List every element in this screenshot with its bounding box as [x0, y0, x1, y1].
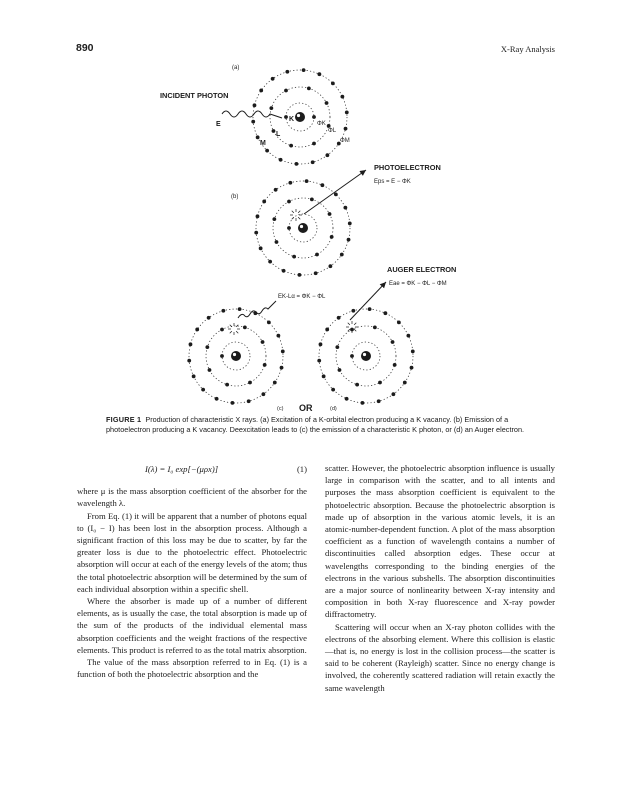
panel-d-label: (d)	[330, 406, 337, 412]
electron-dot	[274, 188, 278, 192]
electron-dot	[320, 183, 324, 187]
electron-dot	[307, 86, 311, 90]
paragraph: scatter. However, the photoelectric absorption influence is usually large in comparison with the scatter, and to all intents and purposes the mass absorption coefficient is equivalent to the photoelectric absorption. Because the photoelectric absorption is made up of absorption in the various atomic levels, it is an atomic-number-dependent function. A plot of the mass absorption coefficient as a function of wavelength contains a number of discontinuities called absorption edges. These occur at wavelengths corresponding to the binding energies of the electrons in the various subshells. The absorption discontinuities are a major source of nonlinearity between X-ray intensity and composition in both X-ray fluorescence and X-ray powder diffractometry.	[325, 463, 555, 620]
electron-dot	[312, 142, 316, 146]
electron-dot	[259, 89, 263, 93]
electron-dot	[263, 363, 267, 367]
electron-dot	[340, 253, 344, 257]
electron-dot	[311, 160, 315, 164]
paragraph: where μ is the mass absorption coefficient of the absorber for the wavelength λ.	[77, 486, 307, 509]
electron-dot	[248, 381, 252, 385]
electron-dot	[391, 392, 395, 396]
incident-photon-wave	[222, 111, 282, 118]
nucleus	[295, 112, 305, 122]
electron-dot	[330, 235, 334, 239]
phi-l-label: ΦL	[328, 128, 337, 134]
electron-dot	[344, 127, 348, 131]
photon-energy-label: E	[216, 121, 221, 128]
electron-dot	[201, 388, 205, 392]
electron-dot	[281, 349, 285, 353]
electron-dot	[334, 193, 338, 197]
electron-dot	[265, 149, 269, 153]
electron-dot	[317, 359, 321, 363]
electron-dot	[289, 144, 293, 148]
electron-dot	[383, 311, 387, 315]
phi-k-label: ΦK	[317, 121, 326, 127]
auger-energy: Eae = ΦK − ΦL − ΦM	[389, 281, 447, 287]
electron-dot	[231, 401, 235, 405]
electron-dot	[205, 345, 209, 349]
equation: I(λ) = I₀ exp[−(μρx)]	[145, 464, 219, 474]
electron-dot	[272, 129, 276, 133]
electron-dot	[238, 307, 242, 311]
electron-dot	[317, 72, 321, 76]
caption-text: Production of characteristic X rays. (a) Excitation of a K-orbital electron producing a K vacancy. (b) Emission of a photoelectron producing a K vacancy. Deexcitation leads to (c) the emission of a characteristic K photon, or (d) an Auger electron.	[106, 415, 525, 434]
electron-dot	[378, 381, 382, 385]
electron-dot	[287, 226, 291, 230]
electron-dot	[251, 120, 255, 124]
electron-dot	[328, 264, 332, 268]
electron-dot	[273, 381, 277, 385]
electron-dot	[310, 197, 314, 201]
electron-dot	[295, 162, 299, 166]
photoelectron-energy: Eps = E − ΦK	[374, 179, 411, 185]
nucleus	[298, 223, 308, 233]
photoelectron-label: PHOTOELECTRON	[374, 163, 441, 172]
auger-electron-label: AUGER ELECTRON	[387, 265, 457, 274]
electron-dot	[325, 153, 329, 157]
electron-dot	[325, 328, 329, 332]
electron-dot	[315, 253, 319, 257]
electron-dot	[247, 399, 251, 403]
phi-m-label: ΦM	[340, 138, 350, 144]
electron-dot	[215, 397, 219, 401]
electron-dot	[261, 392, 265, 396]
caption-label: FIGURE 1	[106, 415, 142, 424]
electron-dot	[393, 363, 397, 367]
electron-dot	[331, 82, 335, 86]
electron-dot	[221, 309, 225, 313]
electron-dot	[351, 309, 355, 313]
electron-dot	[302, 68, 306, 72]
electron-dot	[187, 359, 191, 363]
paragraph: Scattering will occur when an X-ray photon collides with the electrons of the absorbing element. Where this collision is elastic—that is, no energy is lost in the collision process—the scatter is said to be coherent (Rayleigh) scatter. Since no energy change is involved, the coherently scattered radiation will retain exactly the same wavelength	[325, 621, 555, 693]
running-title: X-Ray Analysis	[500, 44, 555, 54]
electron-dot	[259, 246, 263, 250]
electron-dot	[268, 260, 272, 264]
electron-dot	[192, 374, 196, 378]
auger-electron-arrow	[350, 282, 386, 320]
electron-dot	[284, 89, 288, 93]
or-label: OR	[299, 403, 313, 412]
electron-dot	[189, 342, 193, 346]
electron-dot	[331, 388, 335, 392]
electron-dot	[337, 316, 341, 320]
electron-dot	[208, 368, 212, 372]
electron-dot	[292, 255, 296, 259]
electron-dot	[410, 366, 414, 370]
electron-dot	[361, 401, 365, 405]
incident-photon-label: INCIDENT PHOTON	[160, 91, 229, 100]
electron-dot	[355, 383, 359, 387]
electron-dot	[335, 345, 339, 349]
electron-dot	[256, 135, 260, 139]
electron-dot	[261, 340, 265, 344]
electron-dot	[347, 238, 351, 242]
paragraph: Where the absorber is made up of a number of different elements, as is usually the case, the total absorption is made up of the sum of the products of the individual elemental mass absorption coefficients and the weight fractions of the respective elements. This product is referred to as the total matrix absorption.	[77, 596, 307, 655]
panel-c-label: (c)	[277, 406, 284, 412]
electron-dot	[368, 307, 372, 311]
figure-caption	[106, 415, 546, 435]
electron-dot	[343, 206, 347, 210]
electron-dot	[207, 316, 211, 320]
electron-dot	[253, 103, 257, 107]
equation-row	[77, 463, 307, 475]
electron-dot	[411, 349, 415, 353]
panel-b-label: (b)	[231, 194, 239, 200]
electron-dot	[338, 368, 342, 372]
electron-dot	[391, 340, 395, 344]
electron-dot	[269, 106, 273, 110]
electron-dot	[305, 179, 309, 183]
nucleus	[361, 351, 371, 361]
electron-dot	[254, 231, 258, 235]
electron-dot	[279, 158, 283, 162]
atom-d	[317, 307, 414, 405]
electron-dot	[345, 397, 349, 401]
electron-dot	[284, 115, 288, 119]
electron-dot	[325, 101, 329, 105]
electron-dot	[377, 399, 381, 403]
atom-b	[254, 179, 351, 277]
electron-dot	[288, 181, 292, 185]
paragraph: The value of the mass absorption referred to in Eq. (1) is a function of both the photoelectric absorption and the	[77, 657, 307, 680]
electron-dot	[225, 383, 229, 387]
electron-dot	[340, 95, 344, 99]
electron-dot	[256, 214, 260, 218]
electron-dot	[282, 269, 286, 273]
electron-dot	[328, 212, 332, 216]
electron-dot	[298, 273, 302, 277]
electron-dot	[262, 200, 266, 204]
electron-dot	[272, 217, 276, 221]
electron-dot	[319, 342, 323, 346]
left-column	[77, 462, 307, 680]
panel-a-label: (a)	[232, 65, 240, 71]
electron-dot	[287, 200, 291, 204]
electron-dot	[220, 354, 224, 358]
electron-dot	[314, 271, 318, 275]
electron-dot	[243, 325, 247, 329]
electron-dot	[280, 366, 284, 370]
paragraph: From Eq. (1) it will be apparent that a number of photons equal to (I₀ − I) has been lost in the absorption process. Although a significant fraction of this loss may be due to scatter, by far the greater loss is due to the photoelectric effect. Photoelectric absorption will occur at each of the energy levels of the atom; thus the total photoelectric absorption will be determined by the sum of each individual absorption within a specific shell.	[77, 510, 307, 594]
shell-m-label: M	[260, 140, 266, 147]
electron-dot	[220, 328, 224, 332]
page-number: 890	[76, 42, 94, 54]
photoelectron-arrow	[304, 170, 366, 214]
electron-dot	[195, 328, 199, 332]
electron-dot	[345, 110, 349, 114]
electron-dot	[397, 321, 401, 325]
shell-l-label: L	[276, 131, 281, 138]
equation-number: (1)	[296, 464, 307, 474]
electron-dot	[403, 381, 407, 385]
atom-c	[187, 307, 284, 405]
electron-dot	[348, 221, 352, 225]
electron-dot	[350, 354, 354, 358]
electron-dot	[373, 325, 377, 329]
k-alpha-energy: EK-Lα = ΦK − ΦL	[278, 294, 326, 300]
electron-dot	[275, 240, 279, 244]
nucleus	[231, 351, 241, 361]
electron-dot	[312, 115, 316, 119]
electron-dot	[322, 374, 326, 378]
electron-dot	[285, 70, 289, 74]
shell-k-label: K	[289, 116, 295, 123]
electron-dot	[271, 77, 275, 81]
electron-dot	[276, 334, 280, 338]
electron-dot	[267, 321, 271, 325]
right-column	[325, 462, 555, 694]
electron-dot	[406, 334, 410, 338]
